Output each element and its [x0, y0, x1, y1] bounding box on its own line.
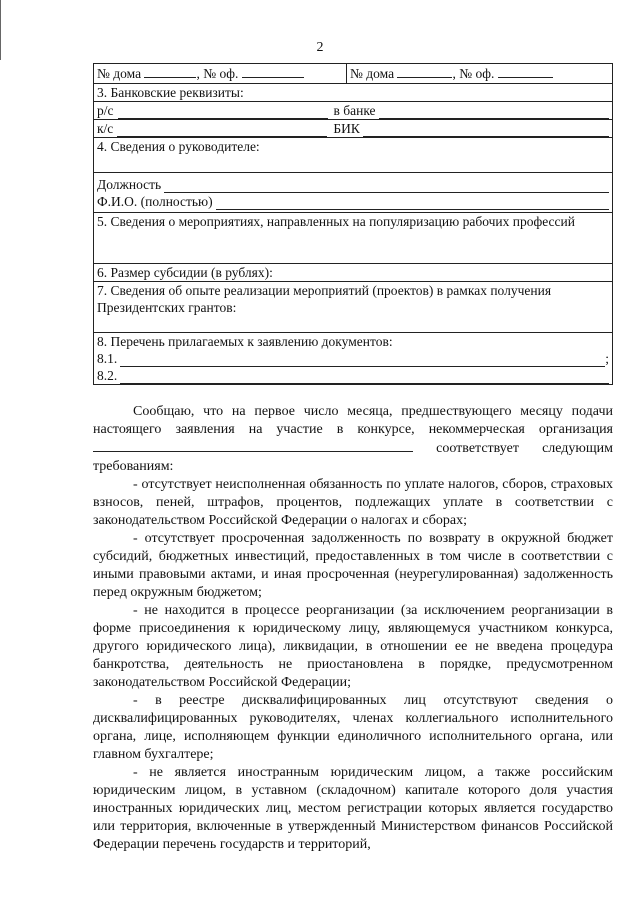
address-cell-left	[94, 64, 347, 84]
document-2-label: 8.2.	[97, 368, 118, 383]
declaration-text	[93, 403, 613, 854]
corr-account-label: к/с	[97, 121, 114, 136]
bank-details-title: 3. Банковские реквизиты:	[97, 85, 244, 100]
office-number-field[interactable]	[242, 64, 304, 78]
experience-section	[94, 282, 613, 333]
events-title: 5. Сведения о мероприятиях, направленных на популяризацию рабочих профессий	[97, 214, 575, 229]
document-1-field[interactable]	[120, 353, 605, 367]
requirement-item: - не является иностранным юридическим лицом, а также российским юридическим лицом, в уставном (складочном) капитале которого доля участия иностранных юридических лиц, местом регистрации которых является государство или территория, включенные в утвержденный Министерством финансов Российской Федерации перечень государств и территорий,	[93, 765, 613, 852]
requirement-item: - не находится в процессе реорганизации (за исключением реорганизации в форме присоединения к юридическому лицу, являющемуся участником конкурса, другого юридического лица), ликвидации, в отношении ее не введена процедура банкротства, деятельность не приостановлена в порядке, предусмотренном законодательством Российской Федерации;	[93, 603, 613, 690]
office-number-field[interactable]	[498, 64, 553, 78]
fio-label: Ф.И.О. (полностью)	[97, 194, 213, 209]
house-number-label: № дома	[97, 66, 142, 81]
subsidy-title: 6. Размер субсидии (в рублях):	[97, 265, 273, 280]
position-label: Должность	[97, 177, 162, 192]
document-2-field[interactable]	[120, 370, 609, 384]
corr-account-field[interactable]	[117, 123, 327, 137]
manager-title: 4. Сведения о руководителе:	[97, 139, 260, 154]
requirement-item: - отсутствует неисполненная обязанность по уплате налогов, сборов, страховых взносов, пеней, штрафов, процентов, подлежащих уплате в соответствии с законодательством Российской Федерации о налогах и сборах;	[93, 477, 613, 528]
documents-section	[94, 333, 613, 385]
page-number: 2	[316, 40, 324, 55]
bank-details-section	[94, 84, 613, 102]
events-section	[94, 213, 613, 264]
settlement-account-label: р/с	[97, 103, 114, 118]
bik-field[interactable]	[363, 123, 609, 137]
document-1-end: ;	[605, 351, 609, 366]
organization-name-field[interactable]	[93, 439, 413, 452]
requirement-item: - отсутствует просроченная задолженность по возврату в окружной бюджет субсидий, бюджетных инвестиций, предоставленных в том числе в соответствии с иными правовыми актами, и иная просроченная (неурегулированная) задолженность перед окружным бюджетом;	[93, 531, 613, 600]
documents-title: 8. Перечень прилагаемых к заявлению документов:	[97, 334, 393, 349]
house-number-field[interactable]	[397, 64, 452, 78]
fio-field[interactable]	[216, 196, 609, 210]
house-number-field[interactable]	[144, 64, 196, 78]
application-form-table	[93, 63, 613, 385]
bank-name-field[interactable]	[379, 105, 609, 119]
settlement-account-field[interactable]	[118, 105, 328, 119]
intro-end: соответствует следующим требованиям:	[93, 441, 614, 474]
intro-start: Сообщаю, что на первое число месяца, предшествующего месяцу подачи настоящего заявления на участие в конкурсе, некоммерческая организация	[93, 404, 613, 437]
declaration-intro	[93, 403, 613, 476]
position-field[interactable]	[164, 179, 609, 193]
manager-details	[94, 173, 613, 213]
house-number-label: № дома	[350, 66, 395, 81]
bank-name-label: в банке	[333, 103, 376, 118]
document-1-label: 8.1.	[97, 351, 118, 366]
address-cell-right	[347, 64, 613, 84]
corr-account-row	[94, 120, 613, 138]
bik-label: БИК	[333, 121, 360, 136]
office-number-label: , № оф.	[196, 66, 239, 81]
requirement-item: - в реестре дисквалифицированных лиц отсутствуют сведения о дисквалифицированных руководителях, членах коллегиального исполнительного органа, лице, исполняющем функции единоличного исполнительного органа, или главном бухгалтере;	[93, 693, 613, 762]
office-number-label: , № оф.	[452, 66, 495, 81]
subsidy-section	[94, 264, 613, 282]
experience-title: 7. Сведения об опыте реализации мероприятий (проектов) в рамках получения Президентских грантов:	[97, 283, 552, 315]
manager-section	[94, 138, 613, 173]
account-row	[94, 102, 613, 120]
